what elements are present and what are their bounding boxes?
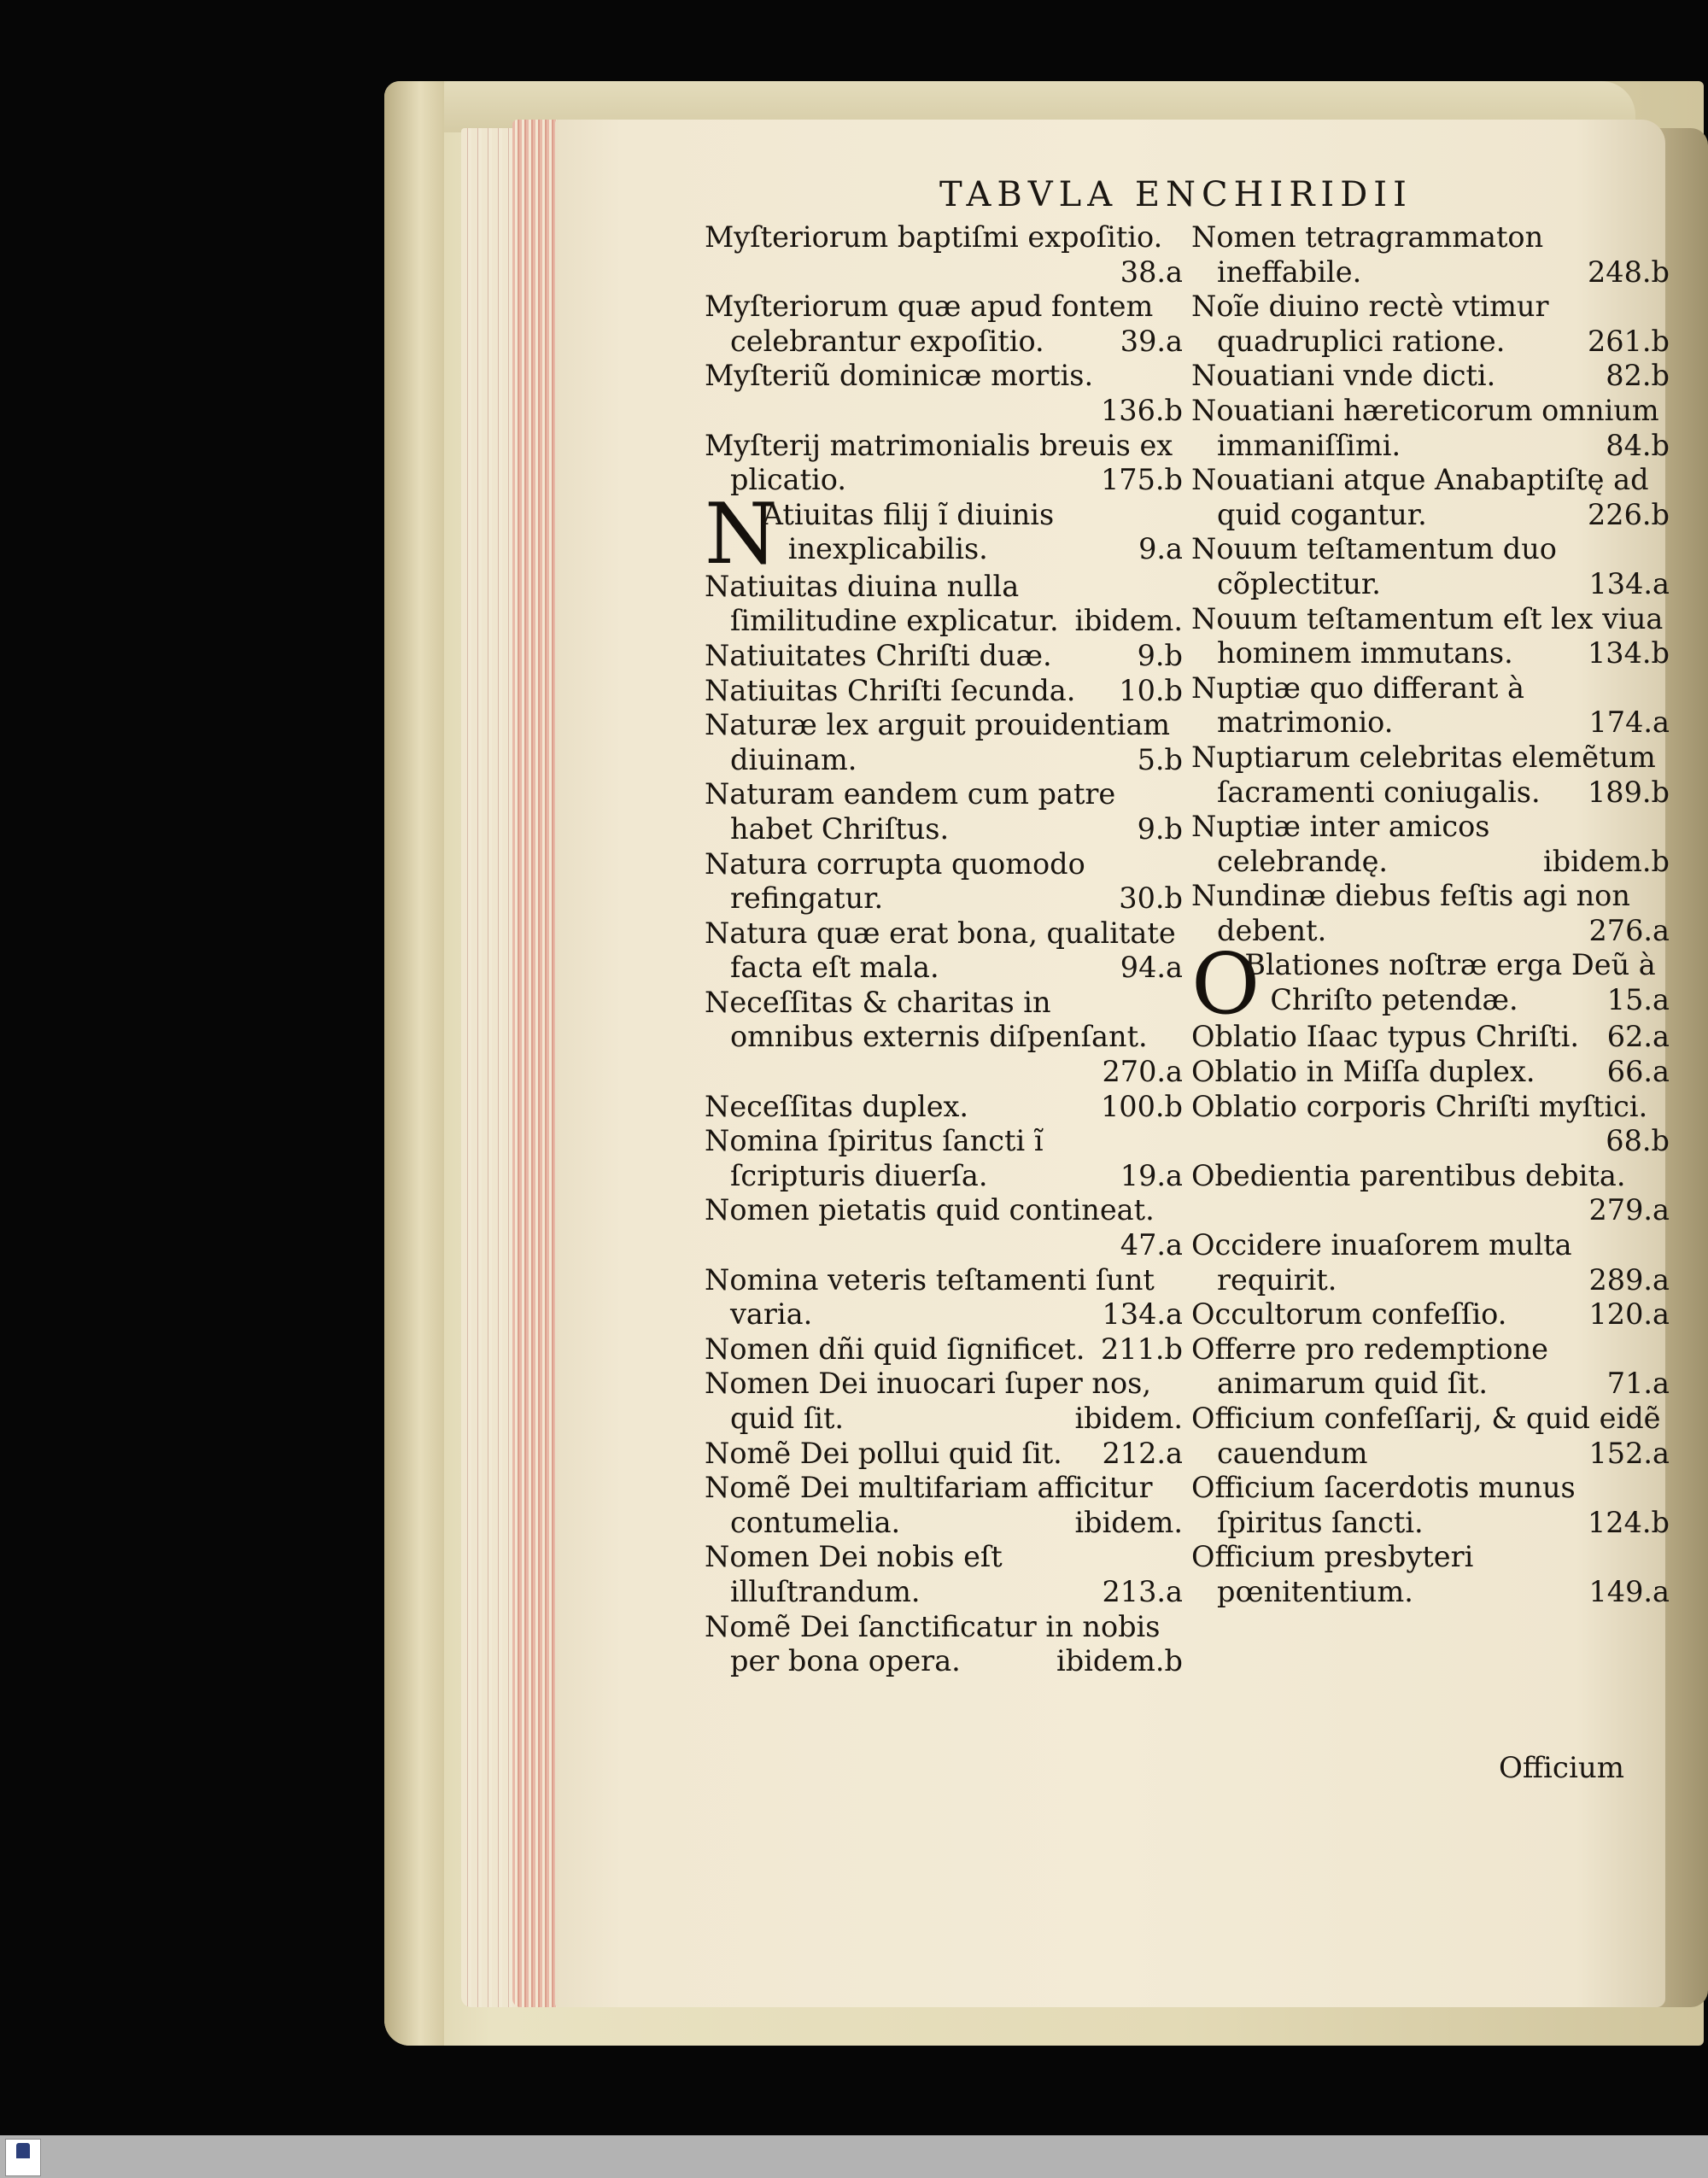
entry-text: Neceſſitas & charitas in omnibus externis diſpenſant.	[705, 985, 1148, 1054]
folio-reference: 213.a	[1102, 1574, 1183, 1608]
entry-text: Nundinæ diebus feſtis agi non debent.	[1191, 879, 1630, 947]
folio-reference: 30.b	[1119, 881, 1183, 916]
folio-reference: 71.a	[1606, 1367, 1670, 1401]
left-entry	[705, 916, 1183, 986]
left-entry	[705, 708, 1183, 777]
folio-reference: 120.a	[1588, 1297, 1670, 1332]
left-entry	[705, 290, 1183, 359]
right-entry	[1191, 1090, 1670, 1159]
entry-text: Myſterij matrimonialis breuis ex plicatio.	[705, 428, 1173, 497]
folio-reference: ibidem.	[1074, 1505, 1183, 1539]
index-column-left	[705, 220, 1183, 1679]
entry-text: Nomen Dei inuocari ſuper nos, quid ſit.	[705, 1367, 1151, 1435]
entry-text: Natiuitates Chriſti duæ.	[705, 638, 1052, 672]
folio-reference: 189.b	[1587, 775, 1670, 809]
drop-initial: O	[1191, 936, 1261, 1034]
catchword: Officium	[1499, 1751, 1624, 1785]
left-entry	[705, 1193, 1183, 1262]
entry-text: Officium presbyteri pœnitentium.	[1191, 1540, 1474, 1608]
folio-reference: 134.b	[1587, 636, 1670, 670]
left-entry	[705, 359, 1183, 428]
entry-text: Officium confeſſarij, & quid eidẽ cauendum	[1191, 1402, 1661, 1470]
folio-reference: 94.a	[1120, 951, 1183, 985]
entry-text: Officium ſacerdotis munus ſpiritus ſancti.	[1191, 1471, 1576, 1539]
right-entry	[1191, 394, 1670, 463]
left-entry	[705, 1124, 1183, 1193]
left-entry	[705, 1610, 1183, 1679]
folio-reference: 5.b	[1137, 742, 1183, 776]
entry-text: Nomen dñi quid ſignificet.	[705, 1332, 1085, 1366]
folio-reference: 47.a	[1120, 1228, 1183, 1262]
cover-spine	[384, 81, 444, 2046]
folio-reference: 84.b	[1606, 428, 1670, 462]
entry-text: Occidere inuaſorem multa requirit.	[1191, 1228, 1572, 1297]
left-entry	[705, 1367, 1183, 1436]
folio-reference: 66.a	[1606, 1055, 1670, 1089]
entry-text: Naturæ lex arguit prouidentiam diuinam.	[705, 708, 1171, 776]
left-entry	[705, 847, 1183, 916]
folio-reference: 289.a	[1588, 1262, 1670, 1297]
folio-reference: 9.b	[1137, 811, 1183, 846]
folio-reference: ibidem.b	[1056, 1644, 1183, 1678]
entry-text: Nuptiæ quo differant à matrimonio.	[1191, 670, 1524, 740]
entry-text: Offerre pro redemptione animarum quid ſit.	[1191, 1332, 1548, 1401]
entry-text: Oblatio in Miſſa duplex.	[1191, 1055, 1535, 1089]
entry-text: Myſteriorum baptiſmi expoſitio.	[705, 220, 1163, 254]
entry-text: Nouatiani atque Anabaptiſtę ad quid cogantur.	[1191, 463, 1649, 531]
folio-reference: 174.a	[1588, 706, 1670, 740]
right-entry	[1191, 1540, 1670, 1609]
right-entry	[1191, 220, 1670, 290]
entry-text: Neceſſitas duplex.	[705, 1089, 969, 1123]
right-entry	[1191, 936, 1670, 1034]
entry-text: Nouatiani vnde dicti.	[1191, 359, 1496, 393]
entry-text: Oblatio Iſaac typus Chriſti.	[1191, 1020, 1579, 1054]
folio-reference: ibidem.	[1074, 604, 1183, 638]
right-entry	[1191, 1055, 1670, 1090]
left-entry	[705, 1263, 1183, 1332]
entry-text: Atiuitas filij ĩ diuinis inexplicabilis.	[762, 497, 1055, 566]
left-entry	[705, 1437, 1183, 1472]
left-entry	[705, 1332, 1183, 1367]
left-entry	[705, 986, 1183, 1090]
folio-reference: 100.b	[1100, 1089, 1183, 1123]
viewer-footer-bar	[0, 2135, 1708, 2178]
entry-text: Natura quæ erat bona, qualitate facta eſt mala.	[705, 916, 1176, 985]
folio-reference: 211.b	[1100, 1332, 1183, 1366]
entry-text: Natiuitas Chriſti ſecunda.	[705, 673, 1076, 707]
right-entry	[1191, 463, 1670, 532]
entry-text: Nouum teſtamentum duo cõplectitur.	[1191, 532, 1557, 600]
right-entry	[1191, 1297, 1670, 1332]
right-entry	[1191, 810, 1670, 879]
entry-text: Oblatio corporis Chriſti myſtici.	[1191, 1089, 1648, 1123]
folio-reference: 261.b	[1587, 324, 1670, 358]
folio-reference: 19.a	[1120, 1158, 1183, 1192]
right-entry	[1191, 671, 1670, 741]
right-entry	[1191, 1471, 1670, 1540]
folio-reference: ibidem.	[1074, 1402, 1183, 1435]
right-entry	[1191, 602, 1670, 671]
entry-text: Nomen tetragrammaton ineffabile.	[1191, 220, 1544, 289]
entry-text: Obedientia parentibus debita.	[1191, 1158, 1626, 1192]
right-entry	[1191, 879, 1670, 948]
folio-reference: 175.b	[1100, 463, 1183, 497]
red-page-edges	[512, 120, 557, 2007]
folio-reference: ibidem.b	[1542, 844, 1670, 878]
entry-text: Nomina ſpiritus ſancti ĩ ſcripturis diuerſa.	[705, 1124, 1044, 1192]
folio-reference: 279.a	[1588, 1193, 1670, 1227]
entry-text: Nomẽ Dei ſanctificatur in nobis per bona opera.	[705, 1609, 1161, 1678]
folio-reference: 270.a	[1102, 1055, 1183, 1089]
entry-text: Nomen pietatis quid contineat.	[705, 1193, 1155, 1227]
entry-text: Nuptiæ inter amicos celebrandę.	[1191, 810, 1490, 878]
entry-text: Noĩe diuino rectè vtimur quadruplici ratione.	[1191, 290, 1549, 358]
entry-text: Blationes noſtræ erga Deũ à Chriſto petendæ.	[1244, 948, 1656, 1017]
folio-reference: 9.b	[1137, 638, 1183, 672]
entry-text: Nuptiarum celebritas elemẽtum ſacramenti coniugalis.	[1191, 740, 1656, 809]
index-column-right	[1191, 220, 1670, 1610]
folio-reference: 152.a	[1588, 1436, 1670, 1470]
folio-reference: 15.a	[1606, 983, 1670, 1017]
folio-reference: 134.a	[1588, 566, 1670, 600]
entry-text: Natiuitas diuina nulla ſimilitudine explicatur.	[705, 569, 1059, 638]
folio-reference: 82.b	[1606, 359, 1670, 393]
entry-text: Myſteriũ dominicæ mortis.	[705, 359, 1094, 393]
left-entry	[705, 485, 1183, 583]
right-entry	[1191, 1402, 1670, 1471]
folio-reference: 9.a	[1138, 532, 1183, 566]
left-entry	[705, 220, 1183, 290]
folio-reference: 212.a	[1102, 1436, 1183, 1470]
drop-initial: N	[705, 485, 778, 583]
right-entry	[1191, 290, 1670, 359]
folio-reference: 68.b	[1606, 1124, 1670, 1158]
left-entry	[705, 1471, 1183, 1540]
right-entry	[1191, 741, 1670, 810]
entry-text: Nomen Dei nobis eſt illuſtrandum.	[705, 1540, 1003, 1608]
entry-text: Nomẽ Dei pollui quid ſit.	[705, 1436, 1062, 1470]
entry-text: Nouum teſtamentum eſt lex viua hominem immutans.	[1191, 601, 1664, 670]
left-entry	[705, 639, 1183, 674]
left-entry	[705, 1090, 1183, 1125]
left-entry	[705, 1540, 1183, 1609]
folio-reference: 10.b	[1119, 673, 1183, 707]
left-entry	[705, 674, 1183, 709]
running-title: TABVLA ENCHIRIDII	[939, 175, 1413, 214]
folio-reference: 149.a	[1588, 1574, 1670, 1608]
folio-reference: 39.a	[1120, 324, 1183, 358]
folio-reference: 136.b	[1100, 393, 1183, 427]
entry-text: Nouatiani hæreticorum omnium immaniſſimi.	[1191, 393, 1659, 462]
entry-text: Naturam eandem cum patre habet Chriſtus.	[705, 777, 1116, 846]
right-entry	[1191, 1332, 1670, 1402]
library-logo-icon	[5, 2139, 41, 2176]
left-entry	[705, 777, 1183, 846]
left-entry	[705, 570, 1183, 639]
right-entry	[1191, 1020, 1670, 1055]
folio-reference: 38.a	[1120, 255, 1183, 289]
folio-reference: 248.b	[1587, 255, 1670, 289]
entry-text: Myſteriorum quæ apud fontem celebrantur expoſitio.	[705, 290, 1154, 358]
entry-text: Nomina veteris teſtamenti ſunt varia.	[705, 1262, 1155, 1332]
right-entry	[1191, 1228, 1670, 1297]
folio-reference: 62.a	[1606, 1020, 1670, 1054]
right-entry	[1191, 532, 1670, 601]
entry-text: Occultorum confeſſio.	[1191, 1297, 1507, 1332]
folio-reference: 124.b	[1587, 1505, 1670, 1539]
folio-reference: 226.b	[1587, 497, 1670, 531]
right-entry	[1191, 359, 1670, 394]
folio-reference: 276.a	[1588, 913, 1670, 947]
folio-reference: 134.a	[1102, 1297, 1183, 1332]
right-entry	[1191, 1159, 1670, 1228]
entry-text: Nomẽ Dei multifariam afficitur contumelia.	[705, 1471, 1153, 1539]
entry-text: Natura corrupta quomodo refingatur.	[705, 846, 1085, 916]
